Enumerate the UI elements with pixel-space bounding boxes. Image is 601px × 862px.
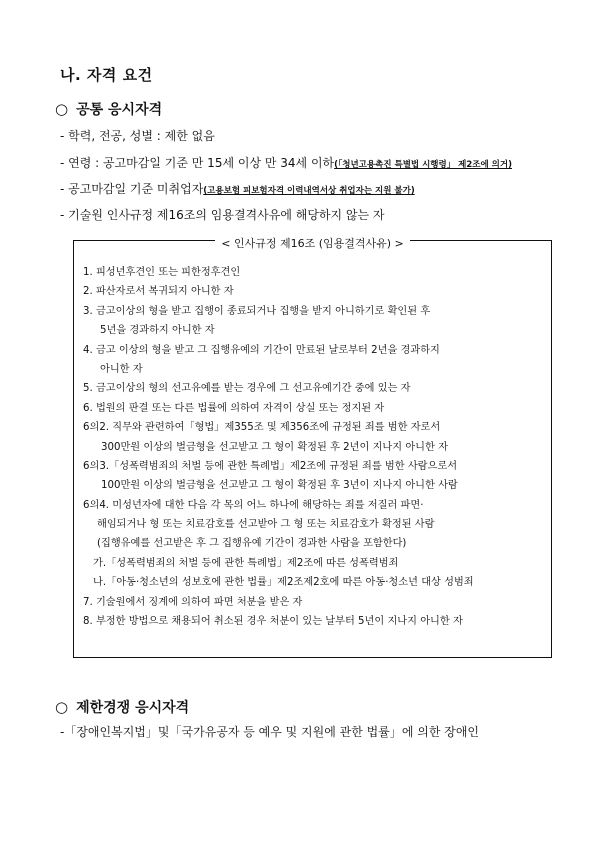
- restricted-qualifications-heading: [55, 697, 189, 717]
- regulation-line: 6. 법원의 판결 또는 다른 법률에 의하여 자격이 상실 또는 정지된 자: [83, 402, 385, 414]
- regulation-box-title: < 인사규정 제16조 (임용결격사유) >: [215, 237, 410, 250]
- regulation-line: 6의3.「성폭력범죄의 처벌 등에 관한 특례법」제2조에 규정된 죄를 범한 사람으로서: [83, 460, 458, 472]
- age-legal-note: (「청년고용촉진 특별법 시행령」 제2조에 의거): [334, 160, 512, 170]
- circle-marker-icon: ○: [55, 100, 69, 118]
- common-qualifications-heading: [55, 99, 162, 119]
- common-heading-text: 공통 응시자격: [76, 102, 163, 118]
- common-item-unemployed: [60, 180, 415, 197]
- section-title: 나. 자격 요건: [60, 66, 153, 84]
- regulation-line: 5년을 경과하지 아니한 자: [100, 325, 215, 337]
- regulation-line: 3. 금고이상의 형을 받고 집행이 종료되거나 집행을 받지 아니하기로 확인된 후: [83, 305, 431, 317]
- regulation-line: 2. 파산자로서 복귀되지 아니한 자: [83, 286, 234, 298]
- regulation-line: 6의2. 직무와 관련하여「형법」제355조 및 제356조에 규정된 죄를 범한 자로서: [83, 422, 441, 434]
- regulation-line: 5. 금고이상의 형의 선고유예를 받는 경우에 그 선고유예기간 중에 있는 자: [83, 383, 411, 395]
- regulation-list: [83, 263, 548, 631]
- common-item-education: - 학력, 전공, 성별 : 제한 없음: [60, 129, 215, 143]
- regulation-line: 1. 피성년후견인 또는 피한정후견인: [83, 267, 241, 278]
- restricted-heading-text: 제한경쟁 응시자격: [76, 700, 190, 716]
- regulation-line: 4. 금고 이상의 형을 받고 그 집행유예의 기간이 만료된 날로부터 2년을 경과하지: [83, 344, 440, 356]
- regulation-line: 아니한 자: [100, 363, 143, 375]
- unemployed-note: (고용보험 피보험자격 이력내역서상 취업자는 지원 불가): [203, 186, 415, 196]
- circle-marker-icon: ○: [55, 698, 69, 716]
- common-item-age: [60, 154, 512, 171]
- restricted-item-disabled: -「장애인복지법」및「국가유공자 등 예우 및 지원에 관한 법률」에 의한 장애인: [60, 725, 480, 739]
- regulation-line: 6의4. 미성년자에 대한 다음 각 목의 어느 하나에 해당하는 죄를 저질러 파면·: [83, 499, 424, 511]
- regulation-line: 7. 기술원에서 징계에 의하여 파면 처분을 받은 자: [83, 596, 303, 608]
- regulation-line: 나.「아동·청소년의 성보호에 관한 법률」제2조제2호에 따른 아동·청소년 대상 성범죄: [93, 577, 474, 589]
- regulation-line: 가.「성폭력범죄의 처벌 등에 관한 특례법」제2조에 따른 성폭력범죄: [93, 557, 399, 569]
- regulation-box: [73, 237, 552, 658]
- unemployed-text: - 공고마감일 기준 미취업자: [60, 182, 204, 196]
- regulation-line: 100만원 이상의 벌금형을 선고받고 그 형이 확정된 후 3년이 지나지 아니한 사람: [101, 480, 458, 492]
- common-item-disqualification: - 기술원 인사규정 제16조의 임용결격사유에 해당하지 않는 자: [60, 208, 385, 222]
- regulation-line: (집행유예를 선고받은 후 그 집행유예 기간이 경과한 사람을 포함한다): [97, 538, 407, 550]
- regulation-line: 8. 부정한 방법으로 채용되어 취소된 경우 처분이 있는 날부터 5년이 지나지 아니한 자: [83, 616, 463, 628]
- regulation-line: 해임되거나 형 또는 치료감호를 선고받아 그 형 또는 치료감호가 확정된 사람: [97, 519, 435, 531]
- age-text: - 연령 : 공고마감일 기준 만 15세 이상 만 34세 이하: [60, 156, 335, 170]
- regulation-line: 300만원 이상의 벌금형을 선고받고 그 형이 확정된 후 2년이 지나지 아니한 자: [101, 441, 448, 453]
